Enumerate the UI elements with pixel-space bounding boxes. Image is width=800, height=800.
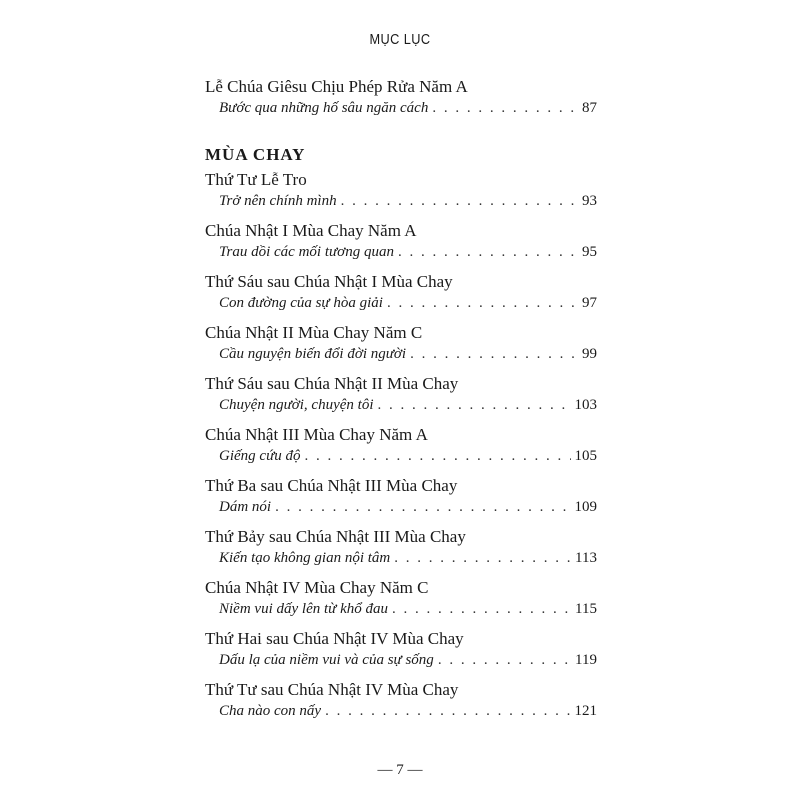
toc-entry-subtitle-row (205, 496, 597, 526)
dot-leader (432, 97, 578, 119)
toc-entry (205, 424, 597, 475)
toc-entry-title: Thứ Sáu sau Chúa Nhật II Mùa Chay (205, 374, 459, 393)
toc-entry-title: Thứ Tư sau Chúa Nhật IV Mùa Chay (205, 680, 459, 699)
toc-entry (205, 577, 597, 628)
toc-entry (205, 373, 597, 424)
toc-entry-subtitle-row (205, 343, 597, 373)
toc-page-number: 119 (575, 652, 597, 668)
toc-entry-subtitle: Trau dồi các mối tương quan (219, 244, 394, 260)
toc-entry-subtitle-row (205, 547, 597, 577)
toc-entry (205, 475, 597, 526)
dot-leader (398, 241, 578, 263)
toc-entry-title: Chúa Nhật III Mùa Chay Năm A (205, 425, 428, 444)
dot-leader (394, 547, 571, 569)
toc-entry-subtitle-row (205, 649, 597, 679)
toc-page-number: 121 (574, 703, 597, 719)
toc-page-number: 97 (582, 295, 597, 311)
toc-page-number: 95 (582, 244, 597, 260)
toc-entry-subtitle: Cầu nguyện biến đổi đời người (219, 346, 407, 362)
toc-entry (205, 322, 597, 373)
dot-leader (377, 394, 570, 416)
page-header: MỤC LỤC (369, 31, 431, 48)
dot-leader (410, 343, 578, 365)
toc-entry-title: Thứ Ba sau Chúa Nhật III Mùa Chay (205, 476, 458, 495)
dot-leader (305, 445, 571, 467)
toc-entry-title: Thứ Hai sau Chúa Nhật IV Mùa Chay (205, 629, 464, 648)
toc-page-number: 105 (574, 448, 597, 464)
toc-entry-subtitle-row (205, 292, 597, 322)
dot-leader (325, 700, 570, 722)
dot-leader (387, 292, 578, 314)
toc-entry-subtitle: Con đường của sự hòa giải (219, 295, 383, 311)
toc-entry-subtitle: Bước qua những hố sâu ngăn cách (219, 100, 429, 116)
toc-entry-subtitle-row (205, 241, 597, 271)
toc-entry (205, 526, 597, 577)
toc-entry-subtitle-row (205, 700, 597, 730)
toc-entry-subtitle-row (205, 97, 597, 127)
toc-page-number: 99 (582, 346, 597, 362)
toc-entry (205, 220, 597, 271)
toc-entry-subtitle: Cha nào con nấy (219, 703, 322, 719)
dot-leader (275, 496, 570, 518)
toc-page-number: 109 (574, 499, 597, 515)
toc-entry-subtitle: Chuyện người, chuyện tôi (219, 397, 374, 413)
toc-entry-title: Lễ Chúa Giêsu Chịu Phép Rửa Năm A (205, 77, 468, 96)
toc-entry-subtitle: Trở nên chính mình (219, 193, 337, 209)
toc-page-number: 115 (575, 601, 597, 617)
toc-entry-subtitle: Dám nói (219, 499, 272, 515)
toc-entry-title: Chúa Nhật IV Mùa Chay Năm C (205, 578, 429, 597)
page-number: — 7 — (377, 762, 423, 778)
toc-entry (205, 679, 597, 730)
toc-entries-list (205, 169, 597, 730)
toc-entry-title: Chúa Nhật II Mùa Chay Năm C (205, 323, 423, 342)
toc-entry-subtitle: Dấu lạ của niềm vui và của sự sống (219, 652, 434, 668)
dot-leader (392, 598, 571, 620)
toc-entry-subtitle-row (205, 190, 597, 220)
toc-page-number: 103 (574, 397, 597, 413)
section-heading: MÙA CHAY (205, 145, 306, 164)
toc-entry-title: Thứ Bảy sau Chúa Nhật III Mùa Chay (205, 527, 466, 546)
toc-page-number: 93 (582, 193, 597, 209)
toc-entry-title: Thứ Sáu sau Chúa Nhật I Mùa Chay (205, 272, 453, 291)
toc-entry-title: Chúa Nhật I Mùa Chay Năm A (205, 221, 417, 240)
toc-page-number: 113 (575, 550, 597, 566)
dot-leader (341, 190, 578, 212)
toc-entry (205, 271, 597, 322)
toc-entry (205, 628, 597, 679)
toc-entry-subtitle: Niềm vui dấy lên từ khổ đau (219, 601, 388, 617)
toc-entry-subtitle: Kiến tạo không gian nội tâm (219, 550, 391, 566)
toc-entry (205, 169, 597, 220)
toc-entry-subtitle-row (205, 598, 597, 628)
dot-leader (438, 649, 571, 671)
table-of-contents (205, 76, 597, 730)
toc-entry-subtitle-row (205, 445, 597, 475)
toc-entry-subtitle: Giếng cứu độ (219, 448, 301, 464)
toc-entry-title: Thứ Tư Lễ Tro (205, 170, 307, 189)
toc-entry-subtitle-row (205, 394, 597, 424)
toc-page-number: 87 (582, 100, 597, 116)
toc-entry (205, 76, 597, 127)
